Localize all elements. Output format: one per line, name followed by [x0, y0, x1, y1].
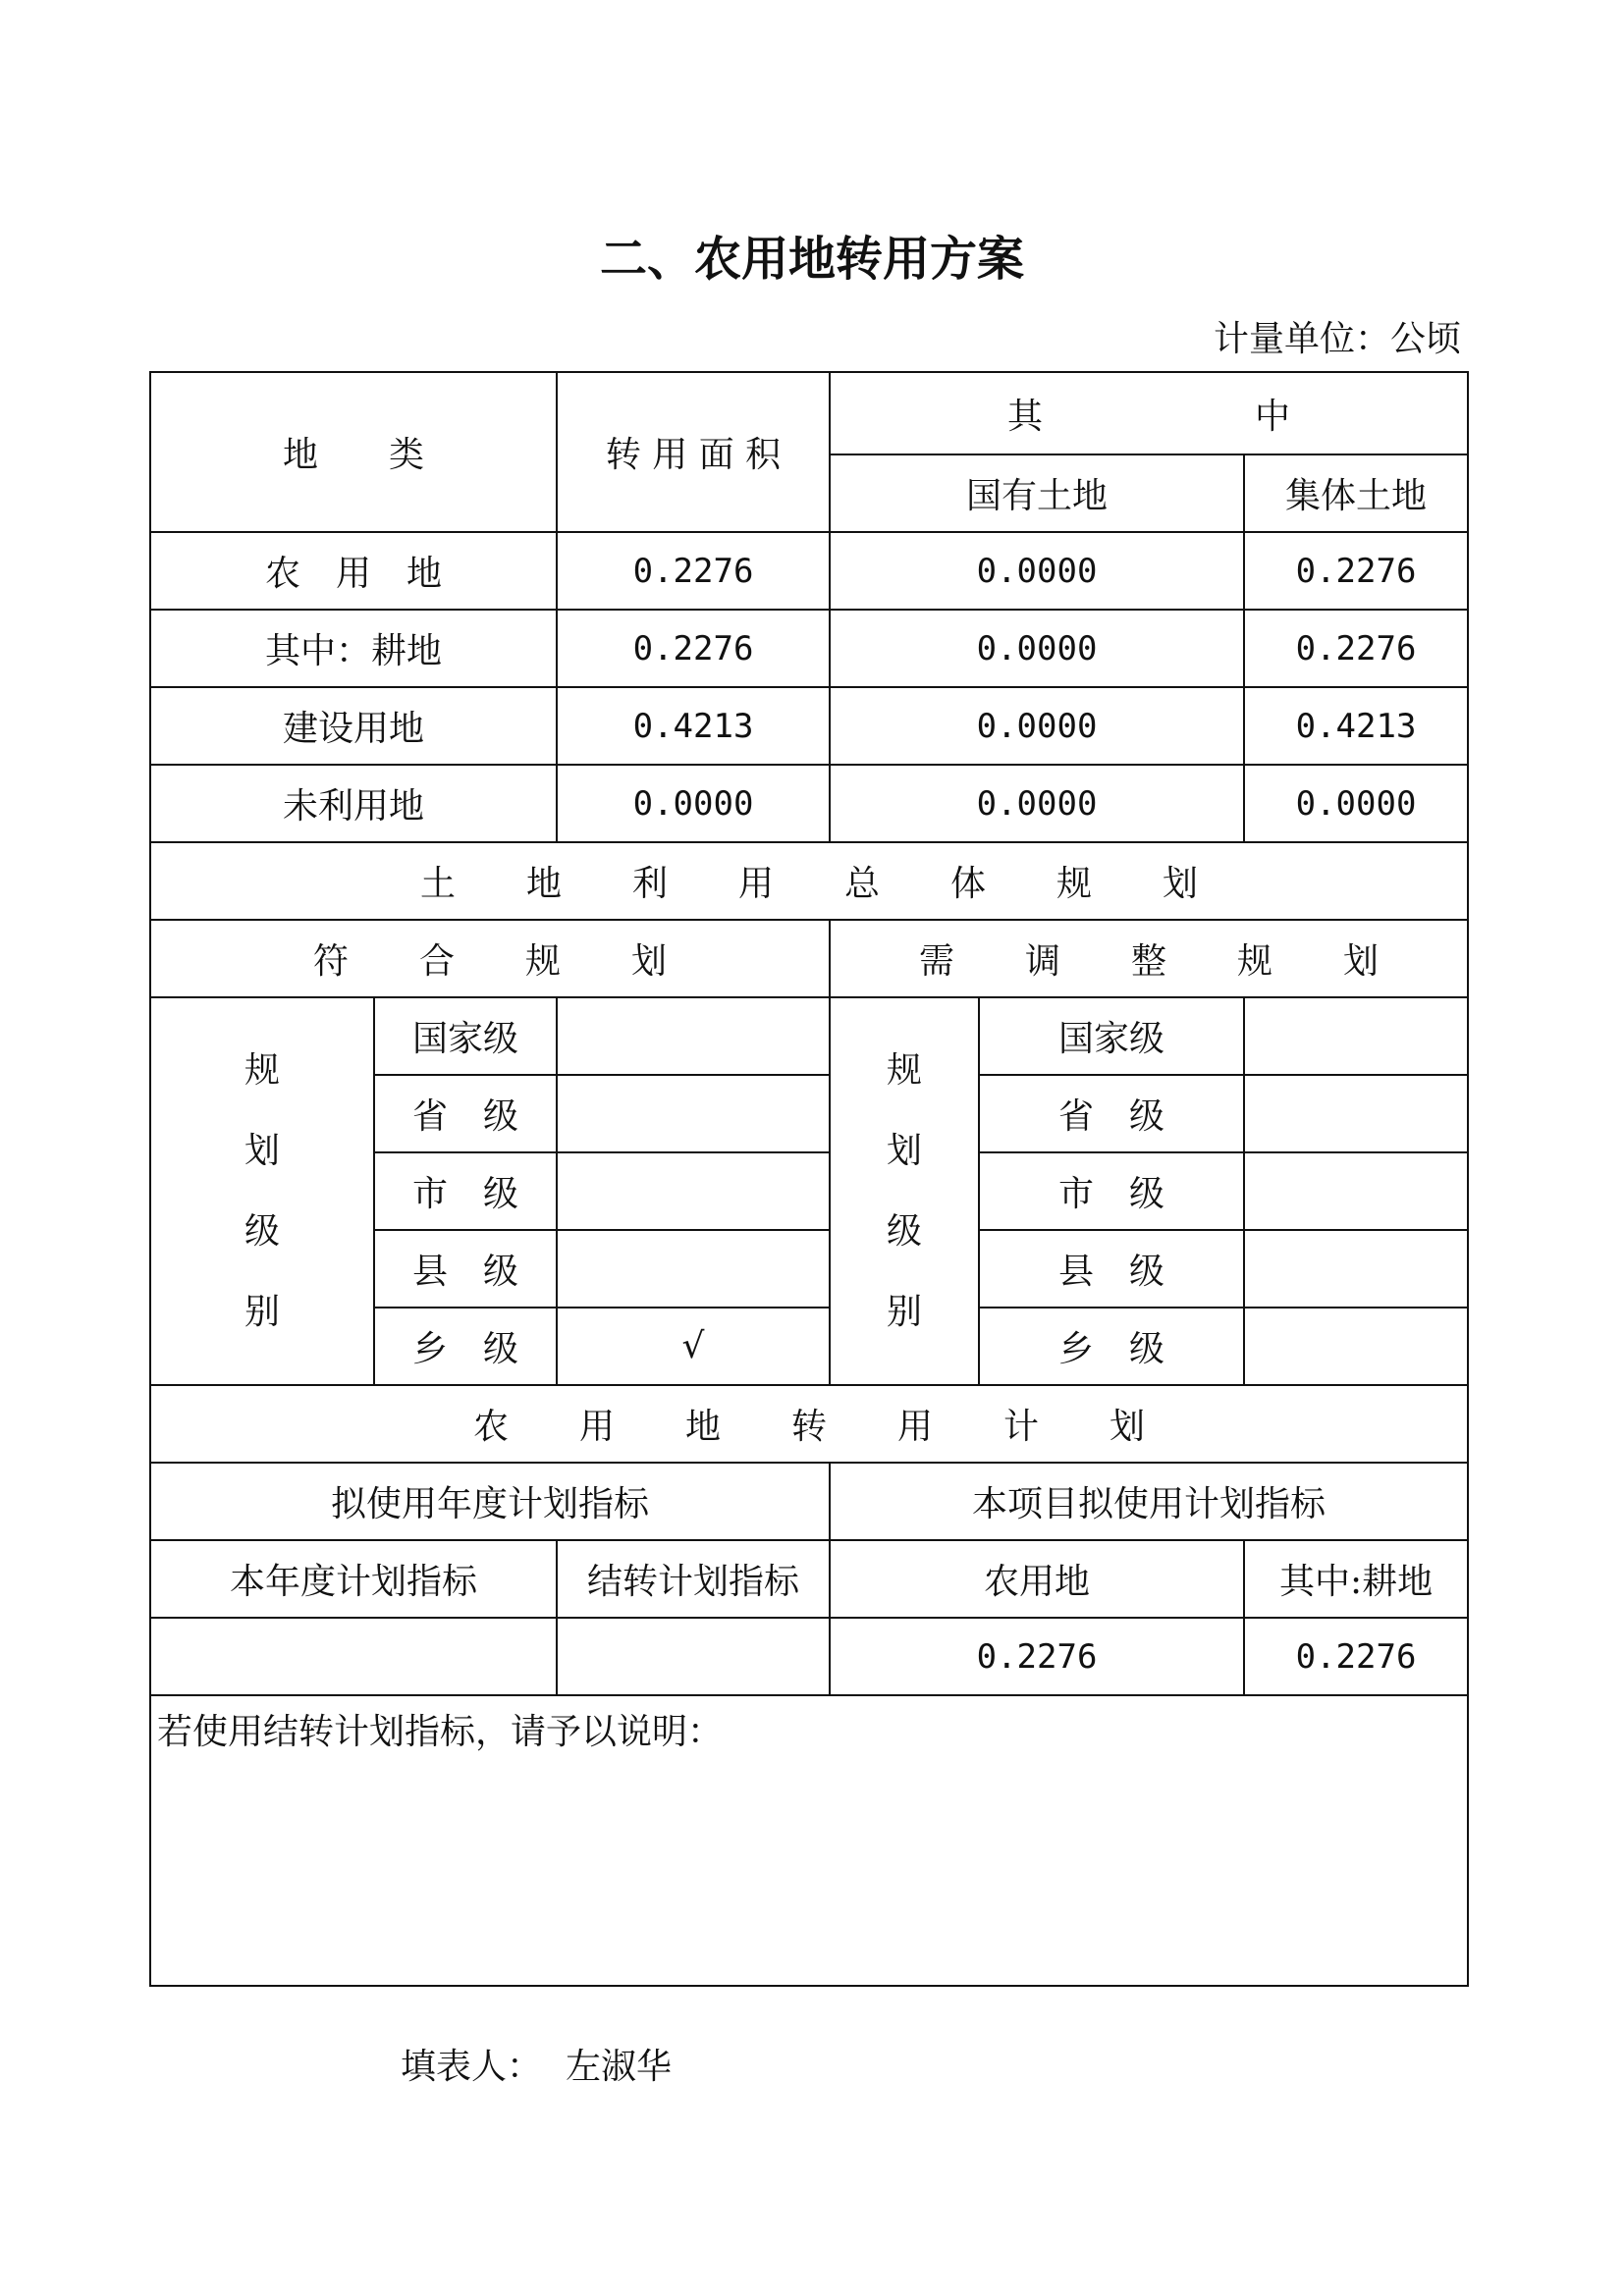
conversion-header-row [150, 1463, 1468, 1540]
farmland-value: 0.2276 [830, 1618, 1244, 1695]
carryover-note: 若使用结转计划指标，请予以说明： [150, 1695, 1468, 1986]
plan-level-name: 市 级 [979, 1152, 1244, 1230]
adjust-mark-cell [1244, 997, 1468, 1075]
land-type-header: 地 类 [150, 372, 557, 532]
state-cell: 0.0000 [830, 687, 1244, 765]
carryover-quota-header: 结转计划指标 [557, 1540, 830, 1618]
plan-level-row [150, 997, 1468, 1075]
unit-label: 计量单位：公顷 [1213, 319, 1461, 359]
conversion-section-row [150, 1385, 1468, 1463]
state-cell: 0.0000 [830, 532, 1244, 610]
area-cell: 0.4213 [557, 687, 830, 765]
area-cell: 0.0000 [557, 765, 830, 842]
page-title: 二、农用地转用方案 [599, 232, 1024, 287]
plan-level-name: 市 级 [374, 1152, 557, 1230]
state-land-header: 国有土地 [830, 454, 1244, 532]
header-row-1 [150, 372, 1468, 454]
table-row [150, 532, 1468, 610]
conversion-subheader-row [150, 1540, 1468, 1618]
collective-cell: 0.2276 [1244, 532, 1468, 610]
plan-level-name: 国家级 [979, 997, 1244, 1075]
plan-level-name: 国家级 [374, 997, 557, 1075]
adjust-level-label: 规 划 级 别 [830, 997, 979, 1385]
plan-level-name: 乡 级 [979, 1308, 1244, 1385]
plan-section-title: 土 地 利 用 总 体 规 划 [150, 842, 1468, 920]
collective-cell: 0.2276 [1244, 610, 1468, 687]
state-cell: 0.0000 [830, 765, 1244, 842]
plan-subheader-row [150, 920, 1468, 997]
annual-quota-header: 拟使用年度计划指标 [150, 1463, 830, 1540]
collective-cell: 0.4213 [1244, 687, 1468, 765]
area-cell: 0.2276 [557, 610, 830, 687]
farmland-header: 农用地 [830, 1540, 1244, 1618]
conform-level-label: 规 划 级 别 [150, 997, 374, 1385]
land-type-cell: 其中：耕地 [150, 610, 557, 687]
land-type-cell: 未利用地 [150, 765, 557, 842]
plan-level-name: 乡 级 [374, 1308, 557, 1385]
this-year-quota-value [150, 1618, 557, 1695]
cultivated-header: 其中:耕地 [1244, 1540, 1468, 1618]
conversion-value-row [150, 1618, 1468, 1695]
adjust-mark-cell [1244, 1230, 1468, 1308]
cultivated-value: 0.2276 [1244, 1618, 1468, 1695]
area-header: 转 用 面 积 [557, 372, 830, 532]
land-type-cell: 建设用地 [150, 687, 557, 765]
collective-land-header: 集体土地 [1244, 454, 1468, 532]
this-year-quota-header: 本年度计划指标 [150, 1540, 557, 1618]
table-row [150, 765, 1468, 842]
plan-level-name: 省 级 [979, 1075, 1244, 1152]
plan-level-name: 县 级 [374, 1230, 557, 1308]
project-quota-header: 本项目拟使用计划指标 [830, 1463, 1468, 1540]
conform-mark-cell [557, 1230, 830, 1308]
table-row [150, 610, 1468, 687]
note-row [150, 1695, 1468, 1986]
conform-mark-cell [557, 1075, 830, 1152]
area-cell: 0.2276 [557, 532, 830, 610]
adjust-mark-cell [1244, 1152, 1468, 1230]
adjust-plan-header: 需 调 整 规 划 [830, 920, 1468, 997]
land-type-cell: 农 用 地 [150, 532, 557, 610]
conform-plan-header: 符 合 规 划 [150, 920, 830, 997]
conversion-section-title: 农 用 地 转 用 计 划 [150, 1385, 1468, 1463]
conversion-form-table [149, 371, 1469, 1987]
adjust-mark-cell [1244, 1308, 1468, 1385]
table-row [150, 687, 1468, 765]
state-cell: 0.0000 [830, 610, 1244, 687]
plan-level-name: 省 级 [374, 1075, 557, 1152]
adjust-mark-cell [1244, 1075, 1468, 1152]
conform-mark-cell [557, 997, 830, 1075]
filler-label: 填表人： [401, 2047, 543, 2087]
collective-cell: 0.0000 [1244, 765, 1468, 842]
conform-mark-cell: √ [557, 1308, 830, 1385]
filler-name: 左淑华 [566, 2047, 673, 2087]
carryover-quota-value [557, 1618, 830, 1695]
plan-level-name: 县 级 [979, 1230, 1244, 1308]
among-header: 其 中 [830, 372, 1468, 454]
conform-mark-cell [557, 1152, 830, 1230]
filler-line [401, 2044, 695, 2091]
plan-section-row [150, 842, 1468, 920]
